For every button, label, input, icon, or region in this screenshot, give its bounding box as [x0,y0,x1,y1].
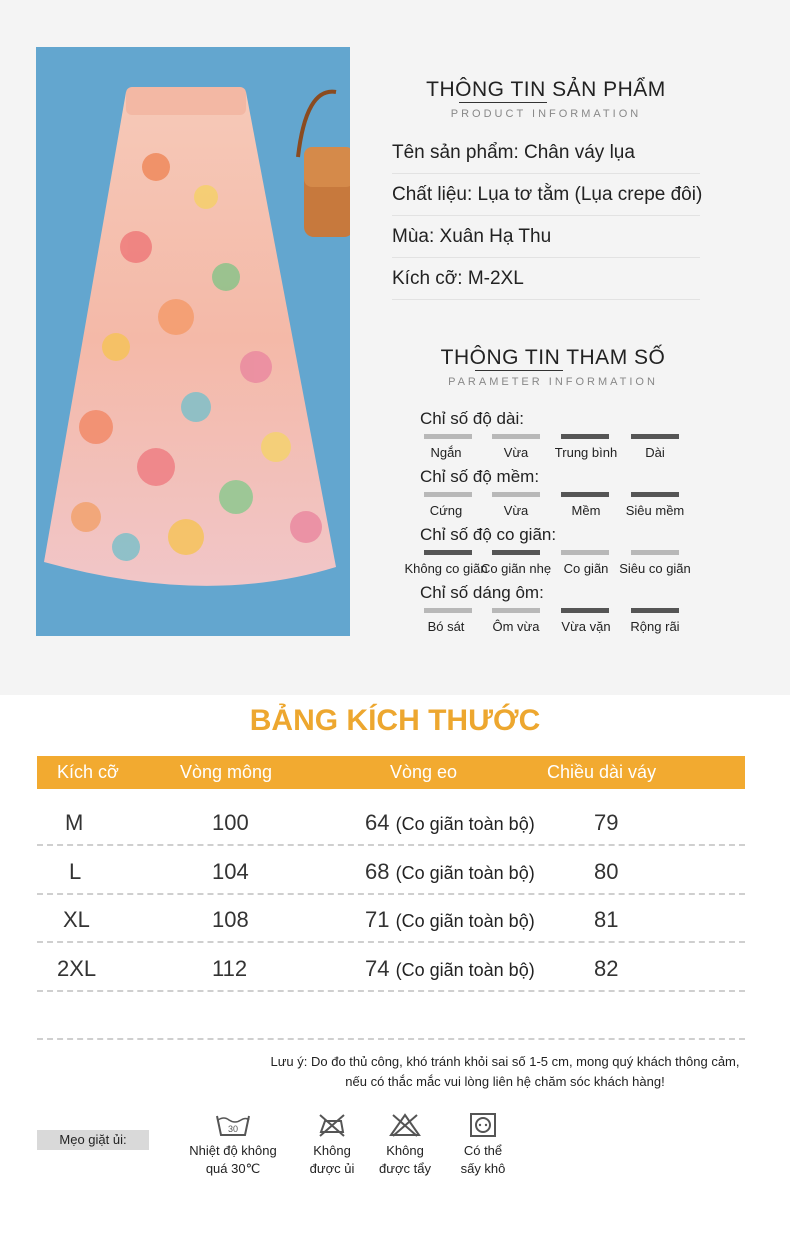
parameter-bar [492,492,540,497]
parameter-bar [631,434,679,439]
product-photo [36,47,350,636]
parameter-group-label: Chỉ số độ mềm: [420,467,540,486]
parameter-group-label: Chỉ số độ dài: [420,409,524,428]
size-table-header [37,756,745,789]
header-waist: Vòng eo [390,762,458,782]
parameter-option-label: Co giãn [563,561,609,576]
cell-size: L [69,859,82,884]
parameter-info-subtitle: PARAMETER INFORMATION [448,376,658,388]
cell-length: 80 [594,859,619,884]
info-row-material: Chất liệu: Lụa tơ tằm (Lụa crepe đôi) [392,174,700,216]
parameter-bar [424,434,472,439]
care-item-tumble-dry: Có thể sấy khô [452,1112,514,1178]
parameter-bar [492,550,540,555]
header-hip: Vòng mông [180,762,273,782]
table-row-empty [37,990,745,1040]
care-item-wash: 30 Nhiệt độ không quá 30℃ [180,1112,286,1178]
no-iron-icon [317,1112,347,1138]
cell-size: XL [63,907,90,932]
product-info-title: THÔNG TIN SẢN PHẨM [426,78,666,101]
cell-length: 82 [594,956,619,981]
parameter-option-label: Rộng rãi [630,619,680,634]
parameter-option-label: Dài [645,445,665,460]
table-row [37,942,745,992]
info-row-season: Mùa: Xuân Hạ Thu [392,216,700,258]
cell-waist: 74 (Co giãn toàn bộ) [365,956,535,981]
parameter-bar [561,608,609,613]
product-info-subtitle: PRODUCT INFORMATION [450,108,642,120]
care-item-no-iron: Không được ủi [302,1112,362,1178]
cell-waist: 71 (Co giãn toàn bộ) [365,907,535,932]
parameter-option-label: Co giãn nhẹ [480,561,552,576]
cell-hip: 100 [212,810,249,835]
title-underline [459,102,547,103]
cell-length: 81 [594,907,619,932]
parameter-option-label: Không co giãn [404,561,488,576]
parameter-option-label: Trung bình [554,445,618,460]
info-row-name: Tên sản phẩm: Chân váy lụa [392,132,700,174]
parameter-bar [561,492,609,497]
cell-hip: 108 [212,907,249,932]
svg-text:30: 30 [227,1124,239,1134]
parameter-option-label: Vừa [503,445,529,460]
header-length: Chiều dài váy [547,762,657,782]
parameter-option-label: Mềm [571,503,601,518]
parameter-information [408,346,698,388]
parameter-bar [631,492,679,497]
care-item-no-bleach: Không được tẩy [373,1112,437,1178]
cell-hip: 112 [212,956,248,981]
parameter-bar [424,492,472,497]
parameter-bar [424,608,472,613]
size-chart-title: BẢNG KÍCH THƯỚC [249,704,541,737]
parameter-option-label: Cứng [429,503,463,518]
parameter-option-label: Bó sát [427,619,465,634]
cell-size: M [65,810,84,835]
table-row [37,845,745,895]
no-bleach-icon [389,1112,421,1138]
parameter-group-label: Chỉ số độ co giãn: [420,525,557,544]
cell-hip: 104 [212,859,249,884]
parameter-info-title: THÔNG TIN THAM SỐ [440,346,666,369]
title-underline [475,370,563,371]
parameter-bar [492,434,540,439]
parameter-bar [492,608,540,613]
care-tips-label: Mẹo giặt ủi: [37,1130,149,1150]
table-row [37,893,745,943]
wash-30-icon [215,1112,251,1138]
parameter-option-label: Ngắn [430,445,462,460]
header-size: Kích cỡ [57,762,119,782]
cell-waist-note: (Co giãn toàn bộ) [395,911,535,931]
parameter-option-label: Siêu mềm [625,503,685,518]
parameter-option-label: Vừa [503,503,529,518]
cell-length: 79 [594,810,619,835]
info-row-size: Kích cỡ: M-2XL [392,258,700,300]
cell-waist-note: (Co giãn toàn bộ) [395,960,535,980]
skirt-image [36,47,350,636]
parameter-bar [424,550,472,555]
parameter-bar [561,434,609,439]
measurement-note: Lưu ý: Do đo thủ công, khó tránh khỏi sai số 1-5 cm, mong quý khách thông cảm, nếu có thắc mắc vui lòng liên hệ chăm sóc khách hàng! [270,1054,740,1089]
parameter-group-label: Chỉ số dáng ôm: [420,583,544,602]
table-row [37,796,745,846]
parameter-option-label: Vừa vặn [561,619,611,634]
cell-waist-note: (Co giãn toàn bộ) [395,863,535,883]
product-information [392,78,703,300]
parameter-option-label: Siêu co giãn [619,561,691,576]
cell-waist: 68 (Co giãn toàn bộ) [365,859,535,884]
cell-waist-note: (Co giãn toàn bộ) [395,814,535,834]
cell-waist: 64 (Co giãn toàn bộ) [365,810,535,835]
parameter-option-label: Ôm vừa [492,619,540,634]
cell-size: 2XL [57,956,97,981]
parameter-bar [631,608,679,613]
parameter-bar [561,550,609,555]
parameter-bar [631,550,679,555]
tumble-dry-icon [469,1112,497,1138]
